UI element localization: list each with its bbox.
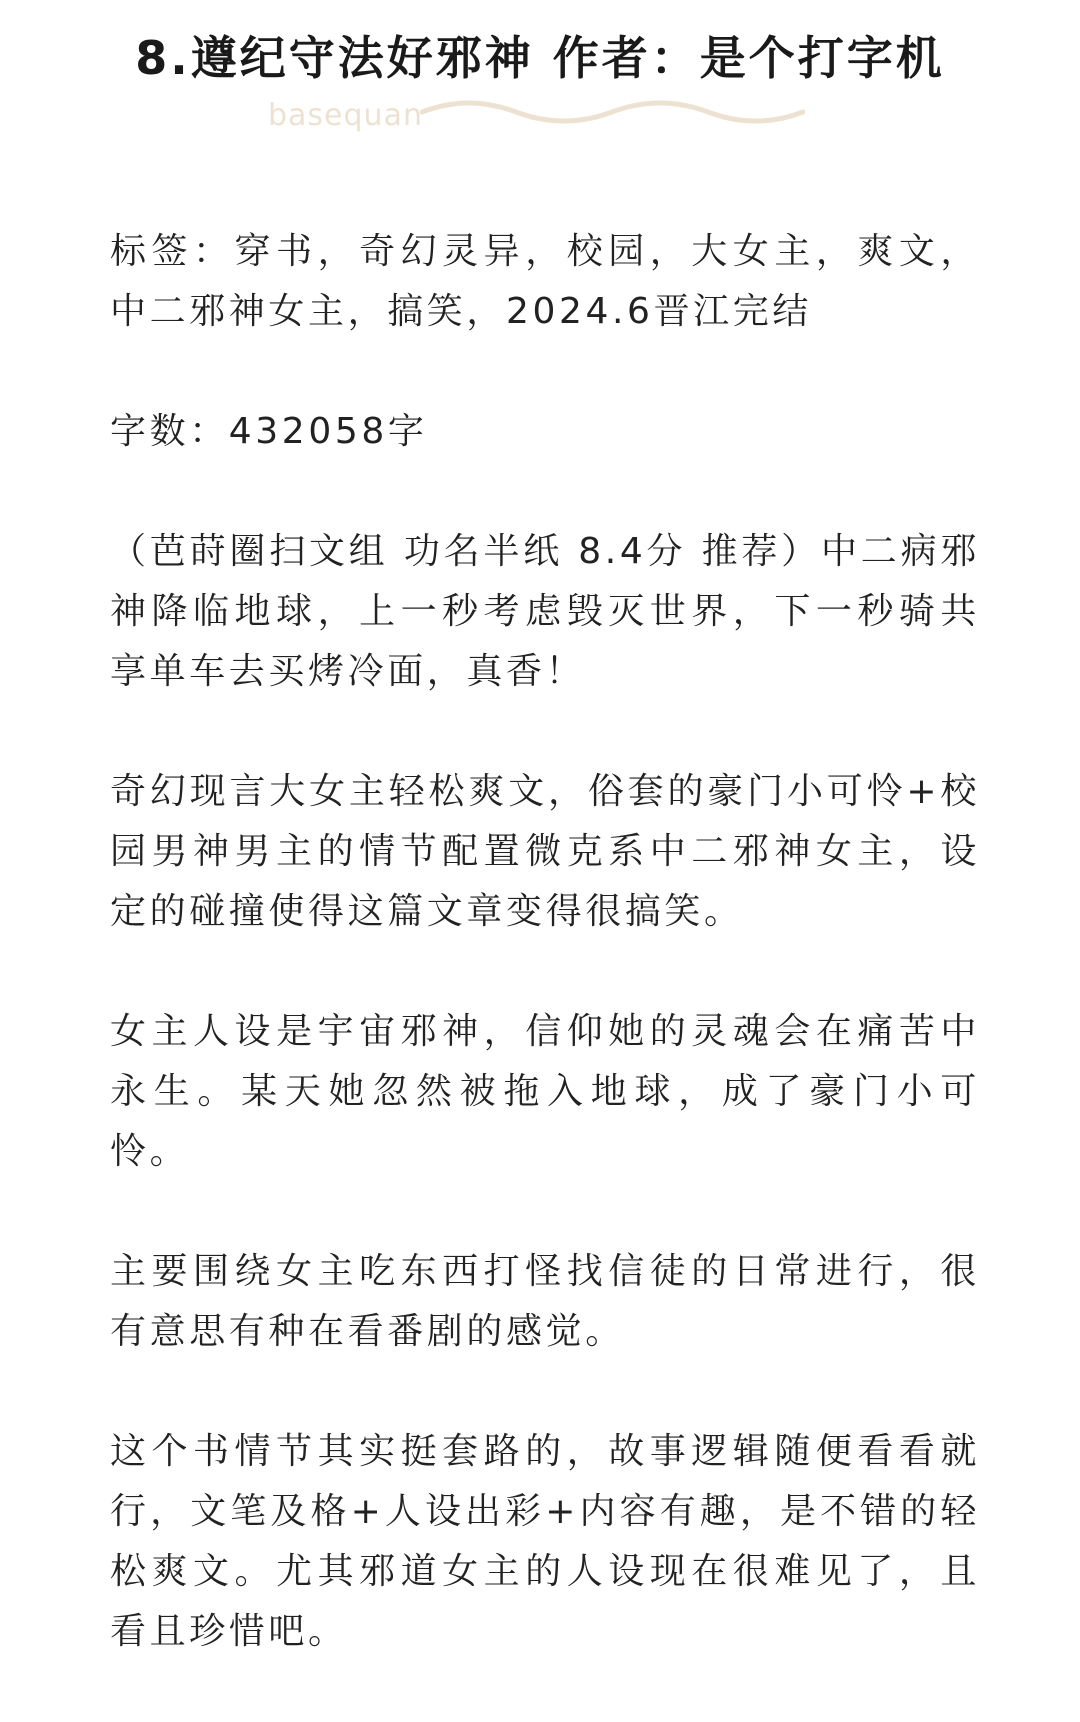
wave-divider <box>420 98 805 138</box>
review-paragraph: 女主人设是宇宙邪神，信仰她的灵魂会在痛苦中永生。某天她忽然被拖入地球，成了豪门小可怜。 <box>110 1011 980 1172</box>
word-count-paragraph: 字数：432058字 <box>110 411 428 452</box>
post-title: 8.遵纪守法好邪神 作者：是个打字机 <box>135 31 945 85</box>
review-paragraph: 奇幻现言大女主轻松爽文，俗套的豪门小可怜+校园男神男主的情节配置微克系中二邪神女主，设定的碰撞使得这篇文章变得很搞笑。 <box>110 771 980 932</box>
tags-paragraph: 标签：穿书，奇幻灵异，校园，大女主，爽文，中二邪神女主，搞笑，2024.6晋江完结 <box>110 231 980 332</box>
review-paragraph: 主要围绕女主吃东西打怪找信徒的日常进行，很有意思有种在看番剧的感觉。 <box>110 1251 980 1352</box>
intro-paragraph: （芭莳圈扫文组 功名半纸 8.4分 推荐）中二病邪神降临地球，上一秒考虑毁灭世界，下一秒骑共享单车去买烤冷面，真香！ <box>110 531 980 692</box>
post-body <box>110 222 980 1722</box>
watermark: basequan <box>268 98 423 133</box>
review-paragraph: 这个书情节其实挺套路的，故事逻辑随便看看就行，文笔及格+人设出彩+内容有趣，是不错的轻松爽文。尤其邪道女主的人设现在很难见了，且看且珍惜吧。 <box>110 1431 980 1652</box>
